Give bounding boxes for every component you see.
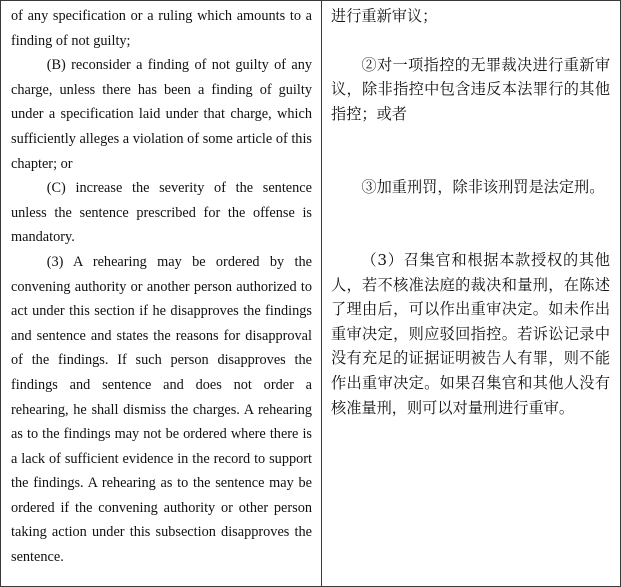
chinese-para-c: ③加重刑罚，除非该刑罚是法定刑。 xyxy=(361,178,605,197)
chinese-column xyxy=(322,1,620,586)
english-para-b: (B) reconsider a finding of not guilty of any charge, unless there has been a finding of guilty under a specification laid under that charge, which sufficiently alleges a violation of some article of this chapter; or xyxy=(11,57,312,172)
chinese-para-3: （3）召集官和根据本款授权的其他人，若不核准法庭的裁决和量刑，在陈述了理由后，可以作出重审决定。如未作出重审决定，则应驳回指控。若诉讼记录中没有充足的证据证明被告人有罪，则不能作出重审决定。如果召集官和其他人没有核准量刑，则可以对量刑进行重审。 xyxy=(331,250,610,417)
english-column xyxy=(1,1,322,586)
chinese-para-b: ②对一项指控的无罪裁决进行重新审议，除非指控中包含违反本法罪行的其他指控；或者 xyxy=(331,55,610,123)
english-para-3: (3) A rehearing may be ordered by the convening authority or another person authorized to act under this section if he disapproves the findings and sentence and states the reasons for disapproval of the findings. If such person disapproves the findings and sentence and does not order a rehearing, he shall dismiss the charges. A rehearing as to the findings may not be ordered where there is a lack of sufficient evidence in the record to support the findings. A rehearing as to the sentence may be ordered if the convening authority or other person taking action under this subsection disapproves the sentence. xyxy=(11,253,312,566)
english-para-a-tail: of any specification or a ruling which amounts to a finding of not guilty; xyxy=(11,8,312,49)
english-para-c: (C) increase the severity of the sentence unless the sentence prescribed for the offense is mandatory. xyxy=(11,180,312,246)
chinese-para-a-tail: 进行重新审议； xyxy=(331,7,438,25)
